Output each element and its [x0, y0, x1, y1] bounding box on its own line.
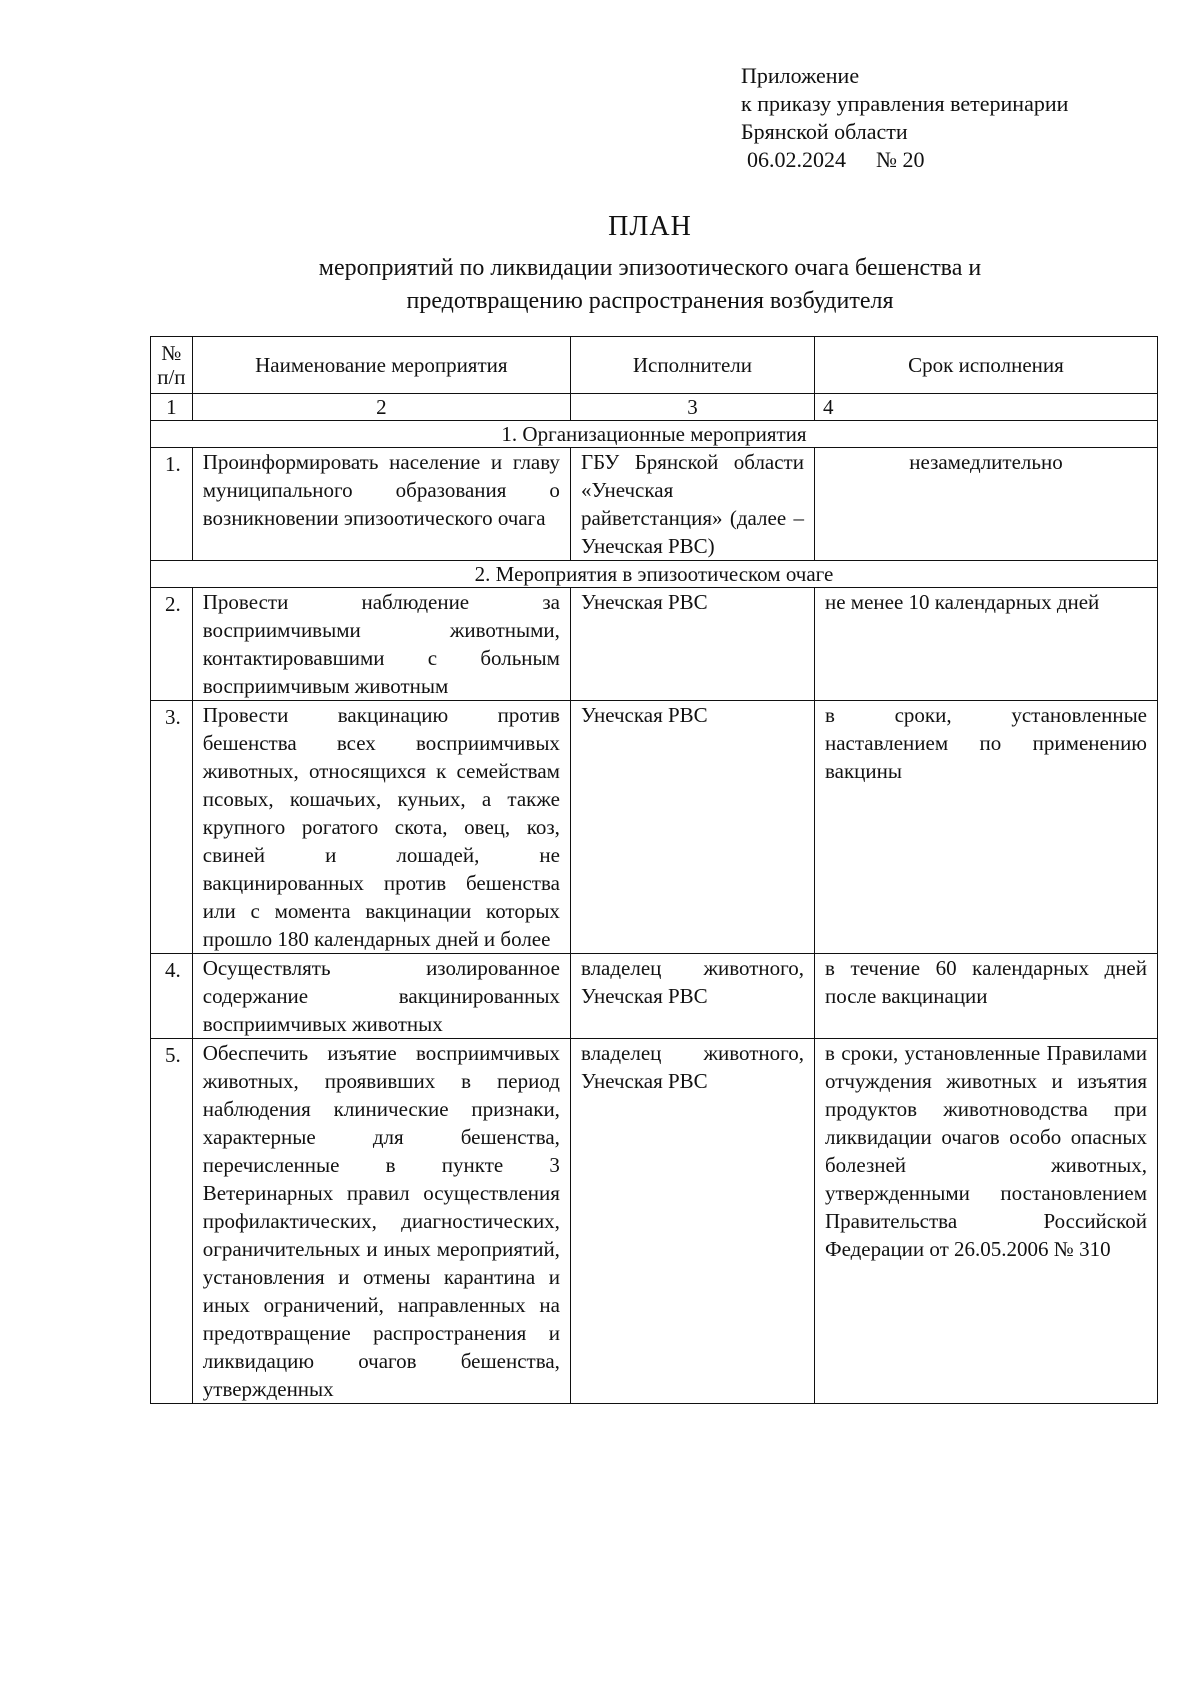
- appendix-block: [741, 62, 1068, 174]
- title-block: [150, 210, 1150, 318]
- column-number-1: 1: [151, 394, 193, 421]
- appendix-date-line: [741, 146, 1068, 174]
- measure-executor: владелец животного, Унечская РВС: [570, 1039, 814, 1404]
- subtitle-line-1: мероприятий по ликвидации эпизоотического очага бешенства и: [318, 255, 982, 281]
- table-row: [151, 448, 1158, 561]
- header-deadline: Срок исполнения: [814, 337, 1157, 394]
- measure-name: Проинформировать население и главу муниципального образования о возникновении эпизоотического очага: [192, 448, 570, 561]
- section-title-2: 2. Мероприятия в эпизоотическом очаге: [151, 561, 1158, 588]
- measure-deadline: незамедлительно: [814, 448, 1157, 561]
- header-name: Наименование мероприятия: [192, 337, 570, 394]
- measure-deadline: в сроки, установленные наставлением по применению вакцины: [814, 701, 1157, 954]
- appendix-line-3: Брянской области: [741, 119, 908, 144]
- measure-name: Провести вакцинацию против бешенства всех восприимчивых животных, относящихся к семействам псовых, кошачьих, куньих, а также крупного рогатого скота, овец, коз, свиней и лошадей, не вакцинированных против бешенства или с момента вакцинации которых прошло 180 календарных дней и более: [192, 701, 570, 954]
- order-date: 06.02.2024: [747, 147, 846, 172]
- document-subtitle: [150, 252, 1150, 318]
- appendix-line-1: Приложение: [741, 63, 860, 88]
- row-number: 3.: [151, 701, 193, 954]
- section-title-1: 1. Организационные мероприятия: [151, 421, 1158, 448]
- table-header-row: [151, 337, 1158, 394]
- subtitle-line-2: предотвращению распространения возбудителя: [406, 288, 894, 314]
- table-row: [151, 954, 1158, 1039]
- measure-deadline: в сроки, установленные Правилами отчуждения животных и изъятия продуктов животноводства при ликвидации очагов особо опасных болезней животных, утвержденными постановлением Правительства Российской Федерации от 26.05.2006 № 310: [814, 1039, 1157, 1404]
- header-number: № п/п: [151, 337, 193, 394]
- measure-executor: ГБУ Брянской области «Унечская райветстанция» (далее – Унечская РВС): [570, 448, 814, 561]
- column-number-2: 2: [192, 394, 570, 421]
- order-number: № 20: [876, 147, 925, 172]
- row-number: 2.: [151, 588, 193, 701]
- measures-table: [150, 336, 1158, 1404]
- measure-name: Осуществлять изолированное содержание вакцинированных восприимчивых животных: [192, 954, 570, 1039]
- row-number: 5.: [151, 1039, 193, 1404]
- measure-name: Провести наблюдение за восприимчивыми животными, контактировавшими с больным восприимчивым животным: [192, 588, 570, 701]
- measure-name: Обеспечить изъятие восприимчивых животных, проявивших в период наблюдения клинические признаки, характерные для бешенства, перечисленные в пункте 3 Ветеринарных правил осуществления профилактических, диагностических, ограничительных и иных мероприятий, установления и отмены карантина и иных ограничений, направленных на предотвращение распространения и ликвидацию очагов бешенства, утвержденных: [192, 1039, 570, 1404]
- table-row: [151, 701, 1158, 954]
- appendix-line-2: к приказу управления ветеринарии: [741, 91, 1069, 116]
- document-title: ПЛАН: [608, 211, 692, 242]
- measure-deadline: не менее 10 календарных дней: [814, 588, 1157, 701]
- table-row: [151, 1039, 1158, 1404]
- header-executors: Исполнители: [570, 337, 814, 394]
- measure-deadline: в течение 60 календарных дней после вакцинации: [814, 954, 1157, 1039]
- column-numbers-row: [151, 394, 1158, 421]
- measure-executor: Унечская РВС: [570, 588, 814, 701]
- row-number: 1.: [151, 448, 193, 561]
- row-number: 4.: [151, 954, 193, 1039]
- section-row-1: [151, 421, 1158, 448]
- column-number-3: 3: [570, 394, 814, 421]
- measure-executor: Унечская РВС: [570, 701, 814, 954]
- section-row-2: [151, 561, 1158, 588]
- measure-executor: владелец животного, Унечская РВС: [570, 954, 814, 1039]
- table-row: [151, 588, 1158, 701]
- column-number-4: 4: [814, 394, 1157, 421]
